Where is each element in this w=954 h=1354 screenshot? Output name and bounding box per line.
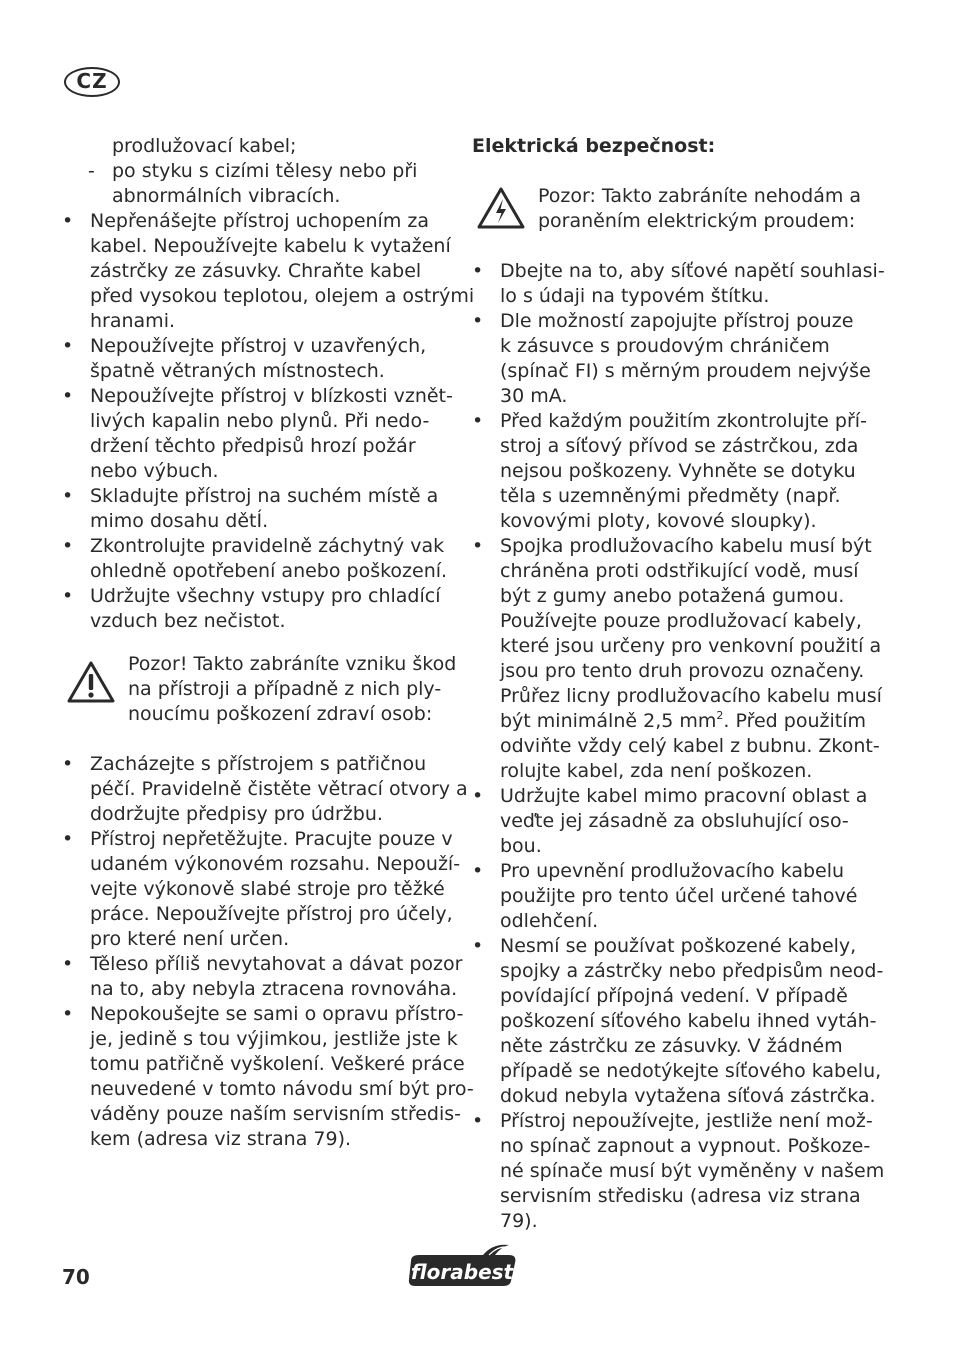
bullet-item — [472, 1109, 885, 1234]
bullet-list — [62, 209, 475, 634]
section-title: Elektrická bezpečnost: — [472, 135, 716, 157]
text-line: • Udržujte všechny vstupy pro chladící — [62, 585, 441, 607]
text-line: neuvedené v tomto návodu smí být pro- — [90, 1078, 474, 1100]
text-line: • Zkontrolujte pravidelně záchytný vak — [62, 535, 445, 557]
text-line: prodlužovací kabel; — [112, 135, 297, 157]
bullet-marker: • — [472, 935, 484, 957]
warning-voltage-icon — [476, 186, 526, 230]
bullet-marker: • — [62, 953, 74, 975]
text-line: lo s údaji na typovém štítku. — [500, 285, 770, 307]
bullet-item — [472, 934, 884, 1109]
text-line: práce. Nepoužívejte přístroj pro účely, — [90, 903, 453, 925]
right-column — [472, 134, 885, 1234]
text-line: odlehčení. — [500, 910, 599, 932]
text-line: dodržujte předpisy pro údržbu. — [90, 803, 383, 825]
bullet-marker: • — [62, 1003, 74, 1025]
text-line: livých kapalin nebo plynů. Při nedo- — [90, 410, 430, 432]
bullet-marker: • — [472, 410, 484, 432]
text-line: • Přístroj nepoužívejte, jestliže není mož- — [472, 1110, 873, 1132]
text-line: k zásuvce s proudovým chráničem — [500, 335, 830, 357]
bullet-marker: • — [62, 753, 74, 775]
bullet-marker: • — [62, 485, 74, 507]
bullet-item — [472, 784, 868, 859]
text-line: nebo výbuch. — [90, 460, 219, 482]
text-line: • Spojka prodlužovacího kabelu musí být — [472, 535, 872, 557]
text-line: bou. — [500, 835, 542, 857]
dash-item: - po styku s cizími tělesy nebo při abnormálních vibracích. — [88, 160, 418, 207]
text-line: je, jedině s tou výjimkou, jestliže jste k — [90, 1028, 458, 1050]
page-number: 70 — [62, 1265, 90, 1289]
text-line: 30 mA. — [500, 385, 568, 407]
text-line: nejsou poškozeny. Vyhněte se dotyku — [500, 460, 856, 482]
text-line: né spínače musí být vyměněny v našem — [500, 1160, 885, 1182]
text-line: poškození síťového kabelu ihned vytáh- — [500, 1010, 877, 1032]
bullet-marker: • — [472, 860, 484, 882]
text-line: kovovými ploty, kovové sloupky). — [500, 510, 817, 532]
bullet-marker: • — [472, 535, 484, 557]
text-line: jsou pro tento druh provozu označeny. — [500, 660, 865, 682]
text-line: • Udržujte kabel mimo pracovní oblast a — [472, 785, 868, 807]
svg-text:florabest: florabest — [410, 1260, 514, 1284]
bullet-item — [62, 334, 447, 384]
text-line: veďte jej zásadně za obsluhující oso- — [500, 810, 849, 832]
bullet-marker: • — [62, 335, 74, 357]
bullet-marker: • — [472, 1110, 484, 1132]
text-line: hranami. — [90, 310, 176, 332]
bullet-marker: • — [62, 828, 74, 850]
bullet-item — [62, 534, 447, 584]
text-line: • Nepokoušejte se sami o opravu přístro- — [62, 1003, 464, 1025]
bullet-item — [62, 752, 468, 827]
bullet-item — [62, 384, 453, 484]
bullet-item — [62, 827, 461, 952]
text-line: chráněna proti odstřikující vodě, musí — [500, 560, 859, 582]
text-line: udaném výkonovém rozsahu. Nepouží- — [90, 853, 461, 875]
text-line: spojky a zástrčky nebo předpisům neod- — [500, 960, 884, 982]
text-line: špatně větraných místnostech. — [90, 360, 385, 382]
bullet-item — [62, 1002, 474, 1152]
bullet-marker: • — [62, 385, 74, 407]
text-line: • Pro upevnění prodlužovacího kabelu — [472, 860, 845, 882]
bullet-marker: • — [472, 260, 484, 282]
text-line: • Nepoužívejte přístroj v uzavřených, — [62, 335, 427, 357]
text-line: které jsou určeny pro venkovní použití a — [500, 635, 882, 657]
text-line: dokud nebyla vytažena síťová zástrčka. — [500, 1085, 876, 1107]
bullet-item — [472, 259, 885, 309]
text-line: rolujte kabel, zda není poškozen. — [500, 760, 813, 782]
bullet-marker: • — [472, 310, 484, 332]
text-line: • Dbejte na to, aby síťové napětí souhlasi- — [472, 260, 885, 282]
text-line: před vysokou teplotou, olejem a ostrými — [90, 285, 475, 307]
text-line: kem (adresa viz strana 79). — [90, 1128, 352, 1150]
text-line: (spínač FI) s měrným proudem nejvýše — [500, 360, 871, 382]
text-line: • Zacházejte s přístrojem s patřičnou — [62, 753, 427, 775]
warning-exclamation-icon — [66, 660, 116, 704]
text-line: • Nesmí se používat poškozené kabely, — [472, 935, 857, 957]
text-line: • Před každým použitím zkontrolujte pří- — [472, 410, 867, 432]
text-line: vzduch bez nečistot. — [90, 610, 286, 632]
text-line: zástrčky ze zásuvky. Chraňte kabel — [90, 260, 422, 282]
florabest-logo — [405, 1243, 519, 1291]
text-line: • Dle možností zapojujte přístroj pouze — [472, 310, 854, 332]
bullet-item — [62, 209, 475, 334]
text-line: 79). — [500, 1210, 538, 1232]
text-line: ohledně opotřebení anebo poškození. — [90, 560, 448, 582]
text-line: něte zástrčku ze zásuvky. V žádném — [500, 1035, 843, 1057]
text-line: • Nepoužívejte přístroj v blízkosti vznět- — [62, 385, 453, 407]
text-line: tomu patřičně vyškolení. Veškeré práce — [90, 1053, 465, 1075]
text-line: být minimálně 2,5 $mm^2$. Před použitím — [500, 709, 866, 732]
text-line: Průřez licny prodlužovacího kabelu musí — [500, 685, 882, 707]
bullet-item — [472, 859, 864, 934]
bullet-marker: • — [62, 210, 74, 232]
bullet-item — [472, 309, 871, 409]
bullet-item — [472, 534, 882, 784]
text-line: být z gumy anebo potažená gumou. — [500, 585, 845, 607]
text-line: péčí. Pravidelně čistěte větrací otvory a — [90, 778, 468, 800]
bullet-item — [62, 584, 447, 634]
text-line: servisním středisku (adresa viz strana — [500, 1185, 861, 1207]
bullet-marker: • — [62, 585, 74, 607]
text-line: použijte pro tento účel určené tahové — [500, 885, 858, 907]
text-line: stroj a síťový přívod se zástrčkou, zda — [500, 435, 859, 457]
bullet-list — [62, 752, 474, 1152]
text-line: vejte výkonově slabé stroje pro těžké — [90, 878, 445, 900]
bullet-list — [472, 259, 885, 1234]
bullet-marker: • — [472, 785, 484, 807]
text-line: váděny pouze naším servisním středis- — [90, 1103, 462, 1125]
bullet-marker: • — [62, 535, 74, 557]
left-column — [62, 134, 475, 1152]
dash-marker: - — [88, 160, 95, 182]
text-line: povídající přípojná vedení. V případě — [500, 985, 848, 1007]
text-line: kabel. Nepoužívejte kabelu k vytažení — [90, 235, 451, 257]
text-line: • Nepřenášejte přístroj uchopením za — [62, 210, 430, 232]
caution-note: Pozor: Takto zabráníte nehodám a poraněním elektrickým proudem: — [472, 184, 864, 234]
bullet-item — [472, 409, 867, 534]
text-line: • Přístroj nepřetěžujte. Pracujte pouze v — [62, 828, 453, 850]
text-line: na to, aby nebyla ztracena rovnováha. — [90, 978, 458, 1000]
text-line: odviňte vždy celý kabel z bubnu. Zkont- — [500, 735, 880, 757]
text-line: no spínač zapnout a vypnout. Poškoze- — [500, 1135, 871, 1157]
caution-note: Pozor! Takto zabráníte vzniku škod na přístroji a případně z nich ply- noucímu poškození zdraví osob: — [62, 652, 447, 727]
text-line: • Skladujte přístroj na suchém místě a — [62, 485, 439, 507]
text-line: pro které není určen. — [90, 928, 290, 950]
text-line: • Těleso příliš nevytahovat a dávat pozor — [62, 953, 463, 975]
language-badge: CZ — [64, 67, 120, 97]
text-line: případě se nedotýkejte síťového kabelu, — [500, 1060, 882, 1082]
text-line: mimo dosahu dětÍ. — [90, 510, 269, 532]
bullet-item — [62, 952, 463, 1002]
bullet-item — [62, 484, 447, 534]
text-line: držení těchto předpisů hrozí požár — [90, 435, 416, 457]
text-line: těla s uzemněnými předměty (např. — [500, 485, 841, 507]
text-line: Používejte pouze prodlužovací kabely, — [500, 610, 862, 632]
